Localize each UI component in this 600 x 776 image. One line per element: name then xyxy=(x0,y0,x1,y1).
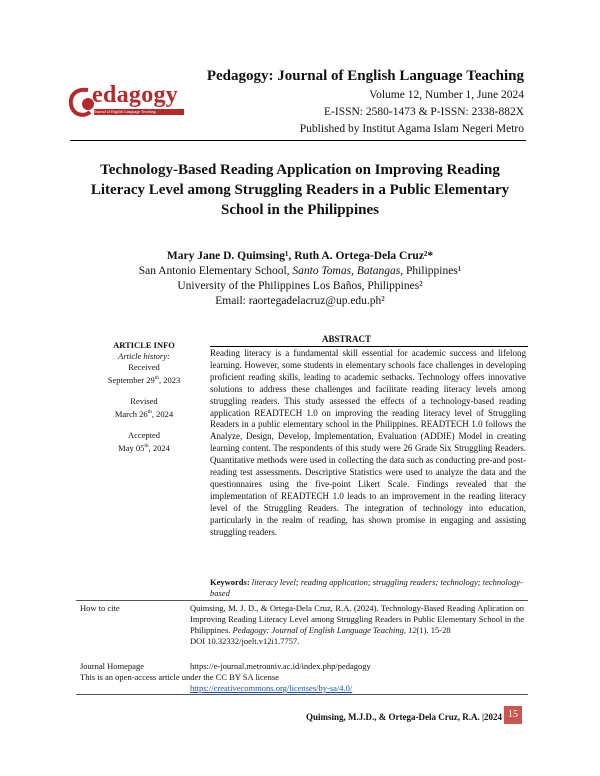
paper-title: Technology-Based Reading Application on Improving Reading Literacy Level among Struggling Readers in a Public Elementary School in the Philippines xyxy=(90,162,510,218)
journal-homepage-url[interactable]: https://e-journal.metrouniv.ac.id/index.php/pedagogy xyxy=(190,661,371,671)
logo-wordmark: edagogy xyxy=(92,82,179,108)
journal-homepage-label: Journal Homepage xyxy=(80,661,144,671)
license-link[interactable]: https://creativecommons.org/licenses/by-sa/4.0/ xyxy=(190,683,353,693)
article-info-heading: ARTICLE INFO xyxy=(113,340,175,350)
accepted-date: May 05th, 2024 xyxy=(118,442,170,453)
running-footer: Quimsing, M.J.D., & Ortega-Dela Cruz, R.A. |2024 xyxy=(306,712,502,722)
how-to-cite-label: How to cite xyxy=(80,603,120,613)
author-email: Email: raortegadelacruz@up.edu.ph² xyxy=(215,295,385,307)
affiliation-1: San Antonio Elementary School, Santo Tomas, Batangas, Philippines¹ xyxy=(138,265,462,277)
logo-tagline: Journal of English Language Teaching xyxy=(94,109,184,115)
article-history-label: Article history: xyxy=(118,351,170,361)
journal-issn: E-ISSN: 2580-1473 & P-ISSN: 2338-882X xyxy=(324,106,524,118)
authors: Mary Jane D. Quimsing¹, Ruth A. Ortega-Dela Cruz²* xyxy=(166,250,434,262)
citation-bottom-rule xyxy=(76,694,528,695)
keywords: Keywords: literacy level; reading application; struggling readers; technology; technology-based xyxy=(210,577,523,598)
journal-title: Pedagogy: Journal of English Language Teaching xyxy=(206,68,524,84)
header-rule xyxy=(70,140,526,141)
license-text: This is an open-access article under the CC BY SA license xyxy=(80,672,279,682)
citation-text: Quimsing, M. J. D., & Ortega-Dela Cruz, R.A. (2024). Technology-Based Reading Aplication on Improving Reading Literacy Level among Struggling Readers in Public Elementary School in the Philippines. Pedagogy: Journal of English Language Teaching, 12(1). 15-28 DOI 10.32332/joelt.v12i1.7757. xyxy=(190,603,524,646)
affiliation-2: University of the Philippines Los Baños, Philippines² xyxy=(177,280,423,292)
journal-volume: Volume 12, Number 1, June 2024 xyxy=(369,89,524,101)
journal-publisher: Published by Institut Agama Islam Negeri Metro xyxy=(299,123,524,135)
abstract-heading: ABSTRACT xyxy=(322,334,372,344)
revised-date: March 26th, 2024 xyxy=(114,408,174,419)
received-date: September 29th, 2023 xyxy=(107,374,181,385)
abstract-rule xyxy=(210,346,528,347)
abstract-text: Reading literacy is a fundamental skill essential for academic success and lifelong learning. However, some students in elementary schools face challenges in developing proficient reading skills, leading to academic setbacks. Technology offers innovative solutions to address these challenges and facilitate reading literacy levels among struggling readers. This study assessed the effects of a technology-based reading application READTECH 1.0 on improving the reading literacy level of Struggling Readers in a public elementary school in the Philippines. READTECH 1.0 follows the Analyze, Design, Develop, Implementation, Evaluation (ADDIE) Model in creating learning content. The respondents of this study were 26 Grade Six Struggling Readers. Quantitative methods were used in collecting the data such as conducting pre-and post-reading test assessments. Descriptive Statistics were used to analyze the data and the questionnaires using the five-point Likert Scale. Findings revealed that the implementation of READTECH 1.0 leads to an improvement in the reading literacy level of the Struggling Readers. The integration of technology into education, particularly in the realm of reading, has shown promise in engaging and assisting struggling readers. xyxy=(210,348,526,537)
article-info: ARTICLE INFO Article history: Received September 29th, 2023 Revised March 26th, 2024 Accepted May 05th, 2024 xyxy=(94,340,194,453)
page-number: 15 xyxy=(504,706,522,724)
